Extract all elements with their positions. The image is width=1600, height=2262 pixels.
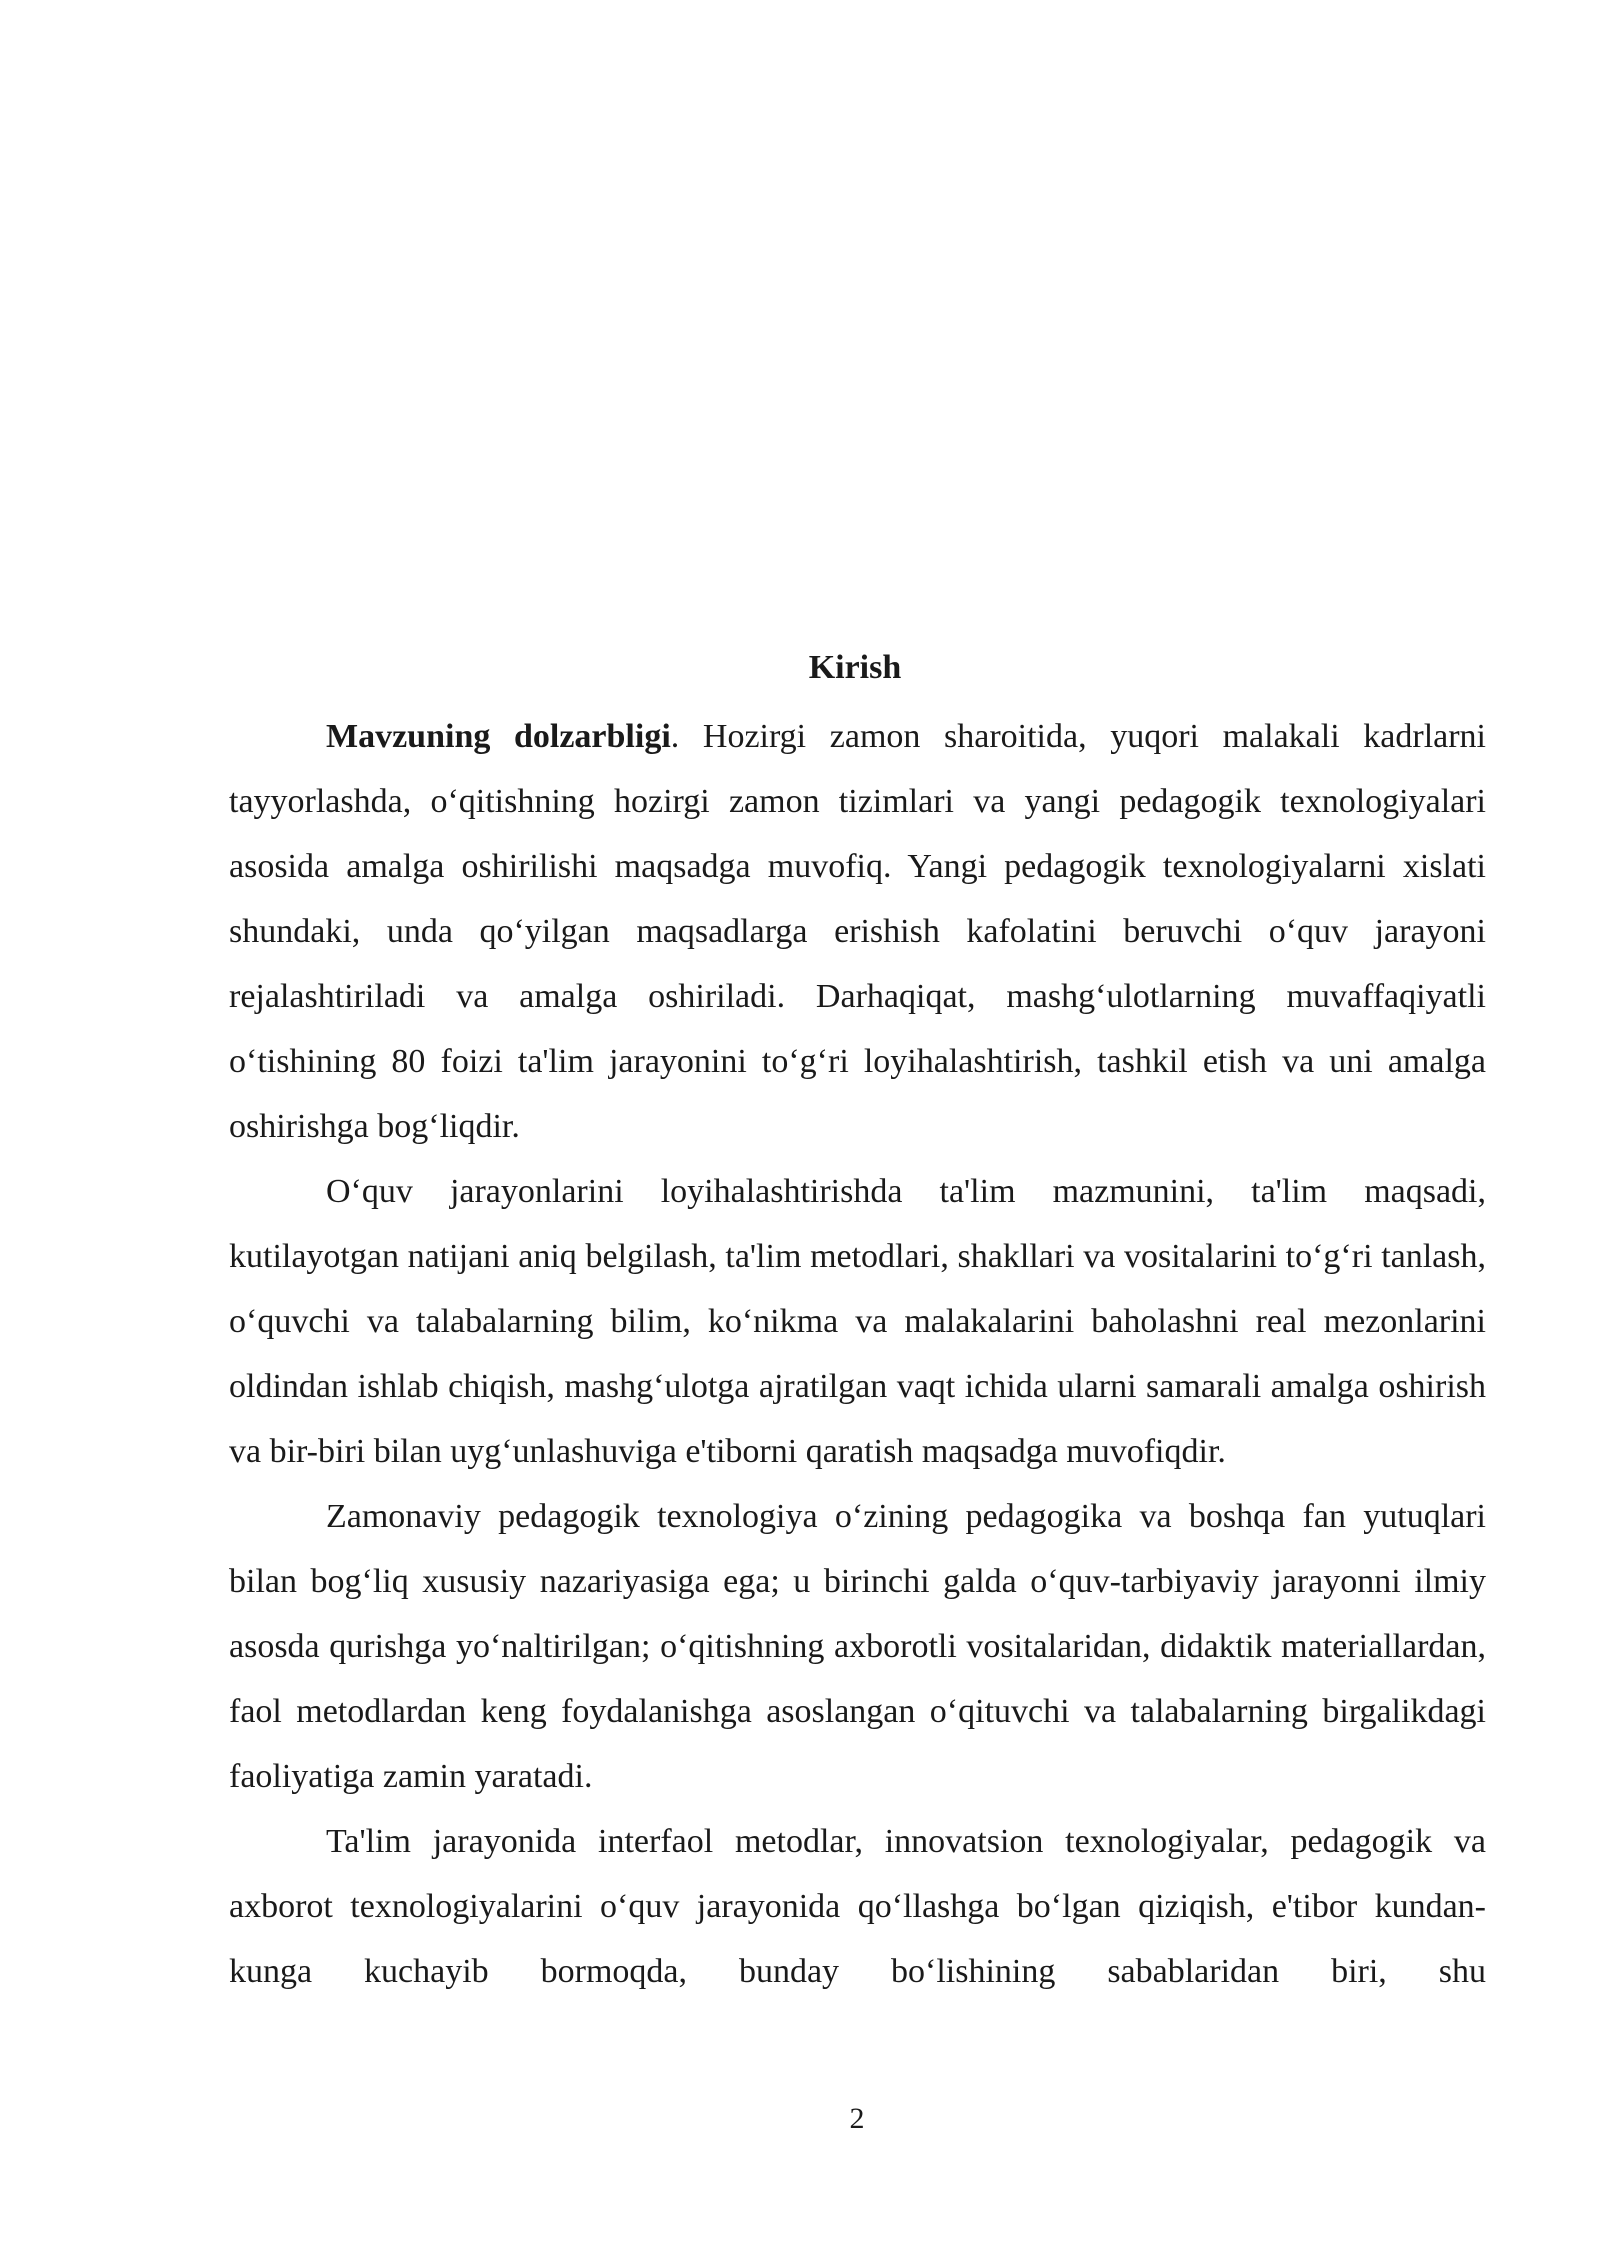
body-text [229,704,1486,2004]
page-number: 2 [849,2102,865,2135]
paragraph-3: Zamonaviy pedagogik texnologiya oʻzining pedagogika va boshqa fan yutuqlari bilan bogʻliq xususiy nazariyasiga ega; u birinchi galda oʻquv-tarbiyaviy jarayonni ilmiy asosda qurishga yoʻnaltirilgan; oʻqitishning axborotli vositalaridan, didaktik materiallardan, faol metodlardan keng foydalanishga asoslangan oʻqituvchi va talabalarning birgalikdagi faoliyatiga zamin yaratadi. [229,1498,1486,1795]
paragraph-1 [229,704,1486,1159]
paragraph-4: Ta'lim jarayonida interfaol metodlar, innovatsion texnologiyalar, pedagogik va axborot texnologiyalarini oʻquv jarayonida qoʻllashga boʻlgan qiziqish, e'tibor kundan-kunga kuchayib bormoqda, bunday boʻlishining sabablaridan biri, shu [229,1823,1486,1990]
paragraph-2: Oʻquv jarayonlarini loyihalashtirishda ta'lim mazmunini, ta'lim maqsadi, kutilayotgan natijani aniq belgilash, ta'lim metodlari, shakllari va vositalarini toʻgʻri tanlash, oʻquvchi va talabalarning bilim, koʻnikma va malakalarini baholashni real mezonlarini oldindan ishlab chiqish, mashgʻulotga ajratilgan vaqt ichida ularni samarali amalga oshirish va bir-biri bilan uygʻunlashuviga e'tiborni qaratish maqsadga muvofiqdir. [229,1173,1486,1470]
section-title: Kirish [808,649,902,686]
paragraph-lead: Mavzuning dolzarbligi [326,718,671,755]
paragraph-text: . Hozirgi zamon sharoitida, yuqori malakali kadrlarni tayyorlashda, oʻqitishning hozirgi zamon tizimlari va yangi pedagogik texnologiyalari asosida amalga oshirilishi maqsadga muvofiq. Yangi pedagogik texnologiyalarni xislati shundaki, unda qoʻyilgan maqsadlarga erishish kafolatini beruvchi oʻquv jarayoni rejalashtiriladi va amalga oshiriladi. Darhaqiqat, mashgʻulotlarning muvaffaqiyatli oʻtishining 80 foizi ta'lim jarayonini toʻgʻri loyihalashtirish, tashkil etish va uni amalga oshirishga bogʻliqdir. [229,718,1486,1145]
